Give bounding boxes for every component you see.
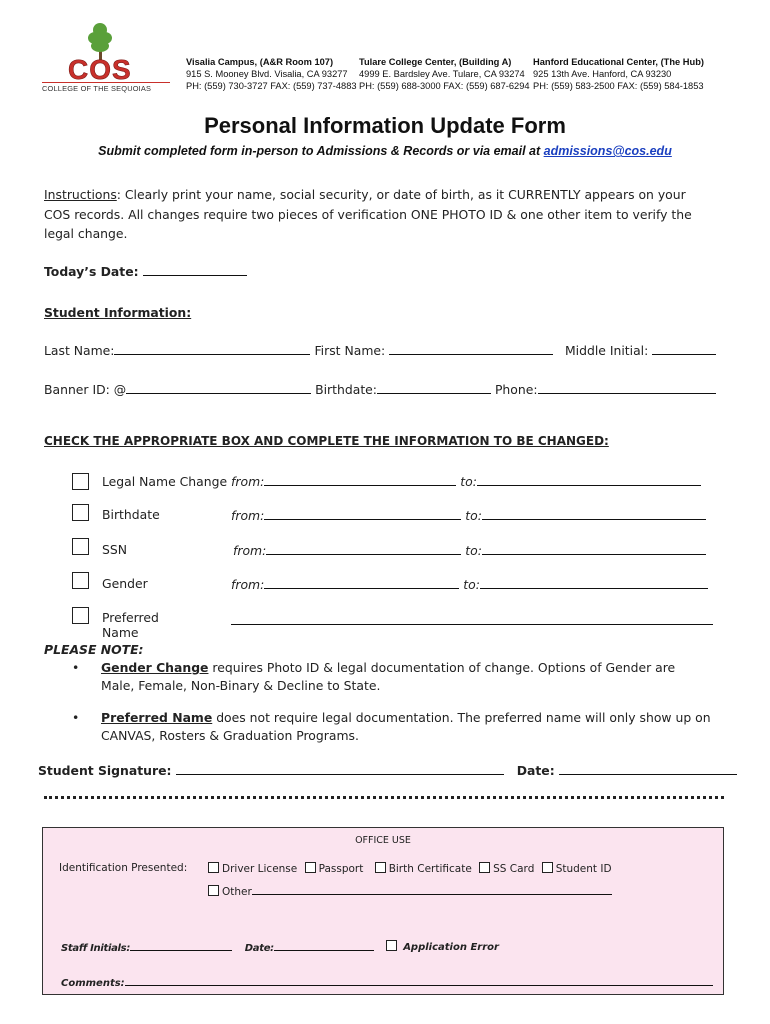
birthdate-change-fields (231, 507, 706, 523)
ssn-from-input[interactable] (266, 542, 461, 555)
campus-phone: PH: (559) 730-3727 FAX: (559) 737-4883 (186, 81, 357, 91)
gender-change-fields (231, 576, 708, 592)
from-label: from: (231, 474, 265, 489)
birthdate-label: Birthdate: (315, 382, 377, 397)
cut-line-divider (44, 796, 724, 799)
birthdate-input[interactable] (377, 381, 491, 394)
birthdate-checkbox[interactable] (72, 504, 89, 521)
instructions-text: : Clearly print your name, social security, or date of birth, as it CURRENTLY appears on your COS records. All changes require two pieces of verification ONE PHOTO ID & one other item to verify the legal change. (44, 187, 692, 241)
todays-date-field (44, 263, 247, 279)
legal-name-row (102, 473, 701, 489)
middle-initial-input[interactable] (652, 342, 716, 355)
office-date-input[interactable] (274, 940, 374, 951)
gender-to-input[interactable] (480, 576, 708, 589)
ssn-change-fields (233, 542, 706, 558)
driver-license-checkbox[interactable] (208, 862, 219, 873)
signature-input[interactable] (176, 762, 504, 775)
cos-logo (38, 20, 170, 94)
application-error-label: Application Error (403, 942, 499, 953)
todays-date-label: Today’s Date: (44, 264, 139, 279)
instructions-paragraph (44, 185, 714, 244)
note-text: requires Photo ID & legal documentation of change. Options of Gender are Male, Female, Non-Binary & Decline to State. (101, 660, 676, 693)
student-info-heading: Student Information: (44, 305, 192, 320)
legal-name-to-input[interactable] (477, 473, 701, 486)
other-row (208, 884, 612, 898)
campus-hanford (533, 56, 704, 92)
logo-text: COS (68, 54, 132, 85)
bullet-icon: • (72, 710, 80, 725)
application-error-row (386, 940, 499, 953)
instructions-label: Instructions (44, 187, 117, 202)
campus-name: Tulare College Center, (Building A) (359, 57, 512, 67)
note-bold: Gender Change (101, 660, 209, 675)
preferred-name-input[interactable] (231, 624, 713, 625)
to-label: to: (465, 543, 482, 558)
campus-name: Visalia Campus, (A&R Room 107) (186, 57, 334, 67)
campus-name: Hanford Educational Center, (The Hub) (533, 57, 704, 67)
bullet-icon: • (72, 660, 80, 675)
application-error-checkbox[interactable] (386, 940, 397, 951)
preferred-name-checkbox[interactable] (72, 607, 89, 624)
option-label: Birthdate (102, 507, 160, 522)
gender-checkbox[interactable] (72, 572, 89, 589)
student-id-checkbox[interactable] (542, 862, 553, 873)
subtitle-text: Submit completed form in-person to Admissions & Records or via email at (98, 144, 544, 158)
id-options (208, 862, 612, 875)
legal-name-checkbox[interactable] (72, 473, 89, 490)
office-date-label: Date: (244, 943, 274, 954)
id-option-label: Birth Certificate (388, 863, 472, 875)
note-preferred-name (72, 709, 712, 744)
ss-card-checkbox[interactable] (479, 862, 490, 873)
logo-subtext: COLLEGE OF THE SEQUOIAS (42, 82, 170, 93)
passport-checkbox[interactable] (305, 862, 316, 873)
id-presented-label: Identification Presented: (59, 862, 188, 874)
signature-date-label: Date: (516, 763, 555, 778)
id-option-label: SS Card (493, 863, 535, 875)
campus-phone: PH: (559) 688-3000 FAX: (559) 687-6294 (359, 81, 530, 91)
staff-initials-label: Staff Initials: (61, 943, 131, 954)
id-option-label: Driver License (222, 863, 298, 875)
comments-input[interactable] (125, 975, 713, 986)
middle-initial-label: Middle Initial: (564, 343, 649, 358)
todays-date-input[interactable] (143, 263, 247, 276)
birthdate-from-input[interactable] (264, 507, 461, 520)
to-label: to: (463, 577, 480, 592)
to-label: to: (465, 508, 482, 523)
last-name-input[interactable] (114, 342, 310, 355)
comments-row (61, 975, 713, 989)
note-bold: Preferred Name (101, 710, 213, 725)
id-option-label: Passport (318, 863, 364, 875)
note-text: does not require legal documentation. The preferred name will only show up on CANVAS, Rosters & Graduation Programs. (101, 710, 711, 743)
other-input[interactable] (252, 884, 612, 895)
option-label: Gender (102, 576, 148, 591)
from-label: from: (233, 543, 267, 558)
other-label: Other (222, 886, 252, 898)
birth-certificate-checkbox[interactable] (375, 862, 386, 873)
check-heading: CHECK THE APPROPRIATE BOX AND COMPLETE THE INFORMATION TO BE CHANGED: (44, 434, 609, 448)
name-row (44, 342, 716, 358)
birthdate-to-input[interactable] (482, 507, 706, 520)
ssn-checkbox[interactable] (72, 538, 89, 555)
campus-address: 4999 E. Bardsley Ave. Tulare, CA 93274 (359, 69, 525, 79)
id-option-label: Student ID (555, 863, 612, 875)
office-use-heading: OFFICE USE (355, 835, 411, 846)
staff-initials-input[interactable] (130, 940, 232, 951)
ssn-to-input[interactable] (482, 542, 706, 555)
banner-id-label: Banner ID: @ (44, 382, 127, 397)
please-note-heading: PLEASE NOTE: (44, 642, 144, 657)
first-name-input[interactable] (389, 342, 553, 355)
signature-date-input[interactable] (559, 762, 737, 775)
from-label: from: (231, 508, 265, 523)
phone-label: Phone: (494, 382, 538, 397)
signature-row (38, 762, 737, 778)
gender-from-input[interactable] (264, 576, 459, 589)
campus-phone: PH: (559) 583-2500 FAX: (559) 584-1853 (533, 81, 704, 91)
other-checkbox[interactable] (208, 885, 219, 896)
first-name-label: First Name: (314, 343, 386, 358)
banner-id-input[interactable] (126, 381, 311, 394)
from-label: from: (231, 577, 265, 592)
campus-tulare (359, 56, 530, 92)
option-label: Preferred Name (102, 610, 159, 640)
signature-label: Student Signature: (38, 763, 172, 778)
email-link[interactable]: admissions@cos.edu (543, 144, 672, 158)
campus-visalia (186, 56, 357, 92)
submit-instructions (0, 144, 770, 158)
phone-input[interactable] (538, 381, 716, 394)
option-label: SSN (102, 542, 127, 557)
note-gender (72, 659, 712, 694)
staff-row (61, 940, 374, 954)
to-label: to: (460, 474, 477, 489)
id-row (44, 381, 716, 397)
page-title: Personal Information Update Form (204, 113, 566, 138)
option-label: Legal Name Change (102, 474, 228, 489)
legal-name-from-input[interactable] (264, 473, 456, 486)
last-name-label: Last Name: (44, 343, 115, 358)
comments-label: Comments: (61, 978, 125, 989)
campus-address: 915 S. Mooney Blvd. Visalia, CA 93277 (186, 69, 348, 79)
office-use-box (42, 827, 724, 995)
campus-address: 925 13th Ave. Hanford, CA 93230 (533, 69, 672, 79)
